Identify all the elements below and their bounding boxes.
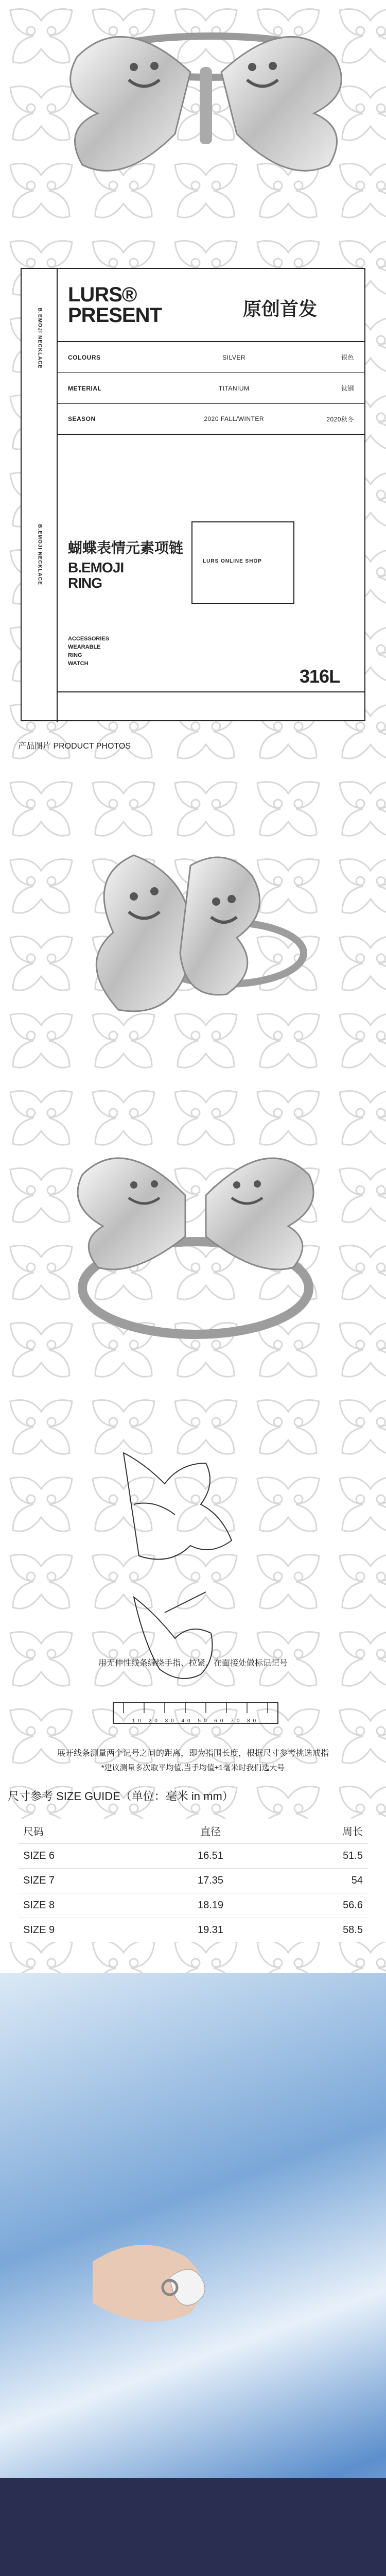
size-table-wrap <box>0 1819 386 1942</box>
spec-row: SEASON 2020 FALL/WINTER 2020秋冬 <box>58 404 364 435</box>
finger-measure-illustration <box>103 1443 288 1731</box>
product-photo-front <box>62 1133 329 1355</box>
header-diameter: 直径 <box>200 1826 221 1838</box>
hero-ring-image <box>57 10 345 175</box>
vertical-strip <box>22 269 58 722</box>
material-code: 316L <box>300 666 340 687</box>
ruler-numbers: 10 20 30 40 50 60 70 80 <box>132 1718 259 1724</box>
hero-spec-card <box>21 268 365 721</box>
header-size: 尺码 <box>23 1826 44 1838</box>
vertical-label: B.EMOJI NECKLACE <box>37 308 43 369</box>
vertical-label-2: B.EMOJI NECKLACE <box>37 524 43 586</box>
launch-badge: 原创首发 <box>243 298 318 319</box>
spec-row: COLOURS SILVER 银色 <box>58 342 364 373</box>
table-row: SIZE 8 18.19 56.6 <box>18 1893 368 1918</box>
guide-step-2: 展开线条测量两个记号之间的距离，即为指围长度，根据尺寸参考挑选戒指 <box>57 1749 329 1758</box>
table-row: SIZE 9 19.31 58.5 <box>18 1918 368 1942</box>
header-circumference: 周长 <box>342 1826 363 1838</box>
product-type: RING <box>68 575 102 591</box>
shop-box <box>191 521 294 604</box>
hands-with-ring <box>0 1973 386 2576</box>
brand-logo: LURS® PRESENT <box>68 283 162 327</box>
card-bottom-rule <box>58 691 364 692</box>
guide-step-1: 用无伸性线条缠绕手指、拉紧、在面接处做标记记号 <box>98 1659 288 1668</box>
shop-name: LURS ONLINE SHOP <box>203 558 262 564</box>
size-guide-title: 尺寸参考 SIZE GUIDE（单位：毫米 in mm） <box>8 1790 234 1803</box>
spec-row: METERIAL TITANIUM 钛钢 <box>58 373 364 404</box>
product-name-cn: 蝴蝶表情元素项链 <box>68 540 184 556</box>
section-heading-photos: 产品图片 PRODUCT PHOTOS <box>18 742 131 751</box>
size-table <box>18 1819 368 1942</box>
lifestyle-photo-1 <box>0 1973 386 2576</box>
guide-note: *建议测量多次取平均值,当手均值±1毫米时我们选大号 <box>101 1764 285 1772</box>
table-row: SIZE 6 16.51 51.5 <box>18 1843 368 1868</box>
product-name-en: B.EMOJI <box>68 560 124 575</box>
spec-table <box>58 341 364 435</box>
accessories-list: ACCESSORIES WEARABLE RING WATCH <box>68 636 110 667</box>
table-row: SIZE 7 17.35 54 <box>18 1868 368 1893</box>
size-table-header <box>18 1819 368 1843</box>
product-photo-side <box>72 824 314 1051</box>
